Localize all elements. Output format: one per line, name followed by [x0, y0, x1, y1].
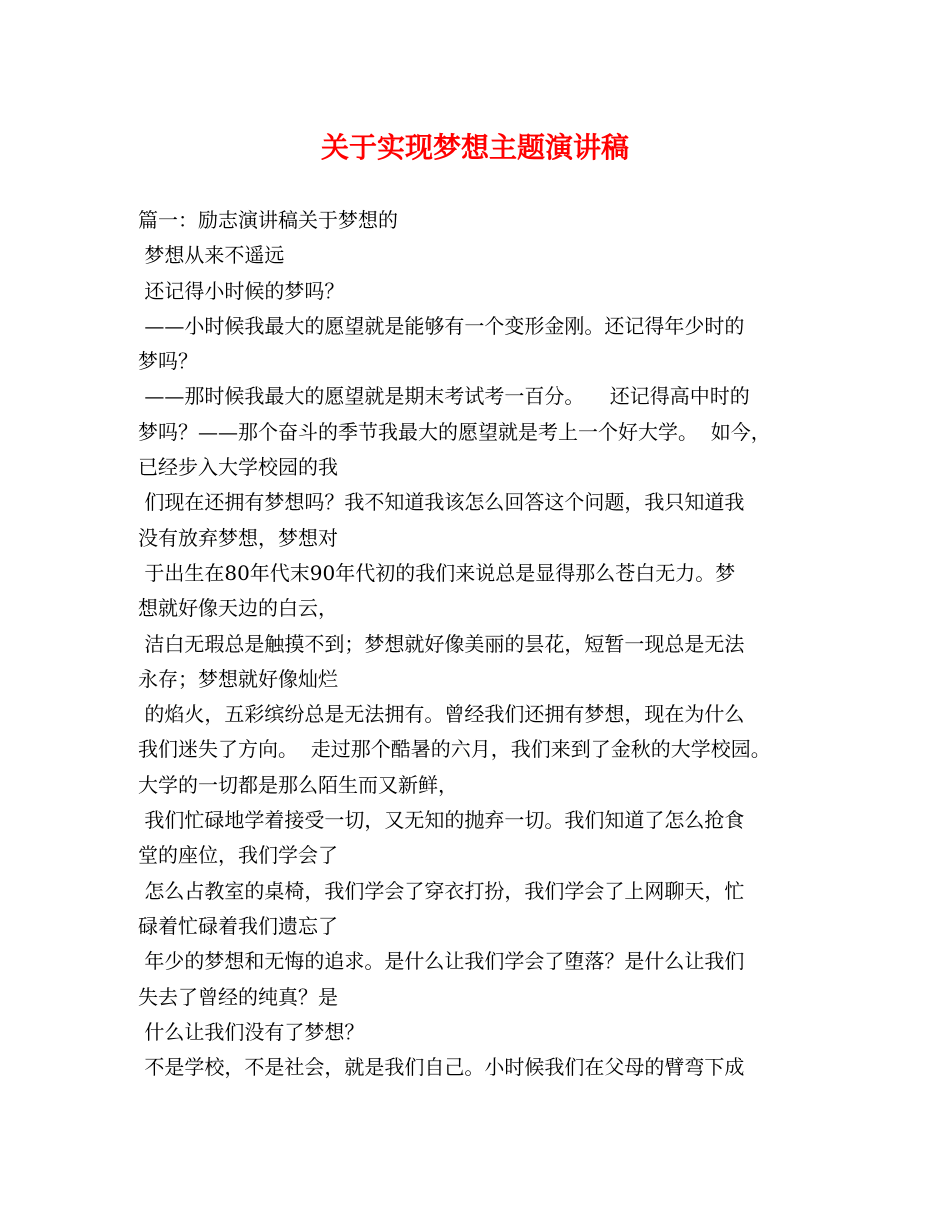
text-line: 洁白无瑕总是触摸不到；梦想就好像美丽的昙花，短暂一现总是无法: [138, 631, 745, 656]
text-line: 没有放弃梦想，梦想对: [138, 525, 338, 550]
text-line: 年少的梦想和无悔的追求。是什么让我们学会了堕落？是什么让我们: [138, 949, 745, 974]
text-line: 梦想从来不遥远: [138, 243, 285, 268]
text-line: 已经步入大学校园的我: [138, 455, 338, 480]
text-line: 失去了曾经的纯真？是: [138, 984, 338, 1009]
document-body: [138, 203, 818, 1085]
text-line: ——小时候我最大的愿望就是能够有一个变形金刚。还记得年少时的: [138, 313, 745, 338]
text-line: 们现在还拥有梦想吗？我不知道我该怎么回答这个问题，我只知道我: [138, 490, 745, 515]
text-line: 篇一：励志演讲稿关于梦想的: [138, 208, 398, 232]
text-line: 梦吗？——那个奋斗的季节我最大的愿望就是考上一个好大学。 如今，: [138, 419, 771, 444]
text-line: 大学的一切都是那么陌生而又新鲜，: [138, 772, 458, 797]
text-line: 不是学校，不是社会，就是我们自己。小时候我们在父母的臂弯下成: [138, 1055, 745, 1080]
text-line: 梦吗？: [138, 349, 198, 374]
text-line: 我们迷失了方向。 走过那个酷暑的六月，我们来到了金秋的大学校园。: [138, 737, 771, 762]
text-line: 的焰火，五彩缤纷总是无法拥有。曾经我们还拥有梦想，现在为什么: [138, 702, 745, 727]
text-line: 还记得小时候的梦吗？: [138, 278, 345, 303]
text-line: 什么让我们没有了梦想？: [138, 1019, 365, 1044]
text-line: 于出生在80年代末90年代初的我们来说总是显得那么苍白无力。梦: [138, 560, 736, 585]
text-line: 堂的座位，我们学会了: [138, 843, 338, 868]
text-line: 永存；梦想就好像灿烂: [138, 666, 338, 691]
text-line: 我们忙碌地学着接受一切，又无知的抛弃一切。我们知道了怎么抢食: [138, 808, 745, 833]
text-line: ——那时候我最大的愿望就是期末考试考一百分。 还记得高中时的: [138, 384, 750, 409]
text-line: 想就好像天边的白云，: [138, 596, 338, 621]
text-line: 碌着忙碌着我们遗忘了: [138, 913, 338, 938]
text-line: 怎么占教室的桌椅，我们学会了穿衣打扮，我们学会了上网聊天，忙: [138, 878, 745, 903]
document-title: 关于实现梦想主题演讲稿: [320, 131, 629, 164]
